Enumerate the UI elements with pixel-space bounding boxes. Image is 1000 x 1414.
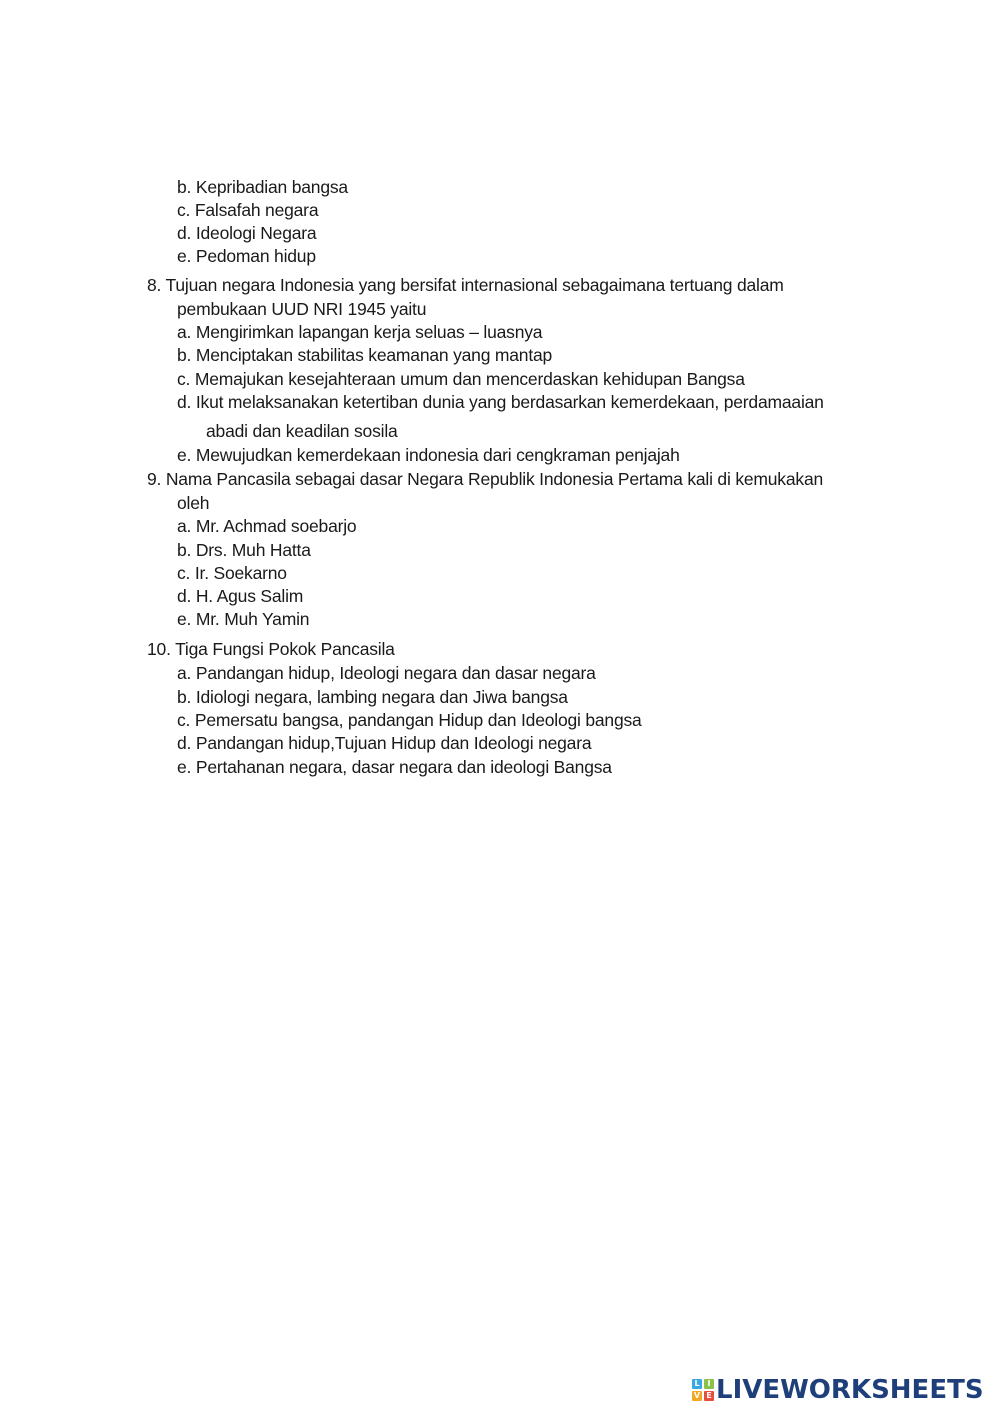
q8-option-c: c. Memajukan kesejahteraan umum dan mencerdaskan kehidupan Bangsa [177,369,745,389]
q9-option-d: d. H. Agus Salim [177,586,304,606]
q8-option-b: b. Menciptakan stabilitas keamanan yang mantap [177,345,553,365]
q9-option-e: e. Mr. Muh Yamin [177,609,310,629]
logo-square-e: E [704,1391,714,1401]
logo-squares-icon [692,1379,714,1401]
q8-option-d-continued: abadi dan keadilan sosila [206,421,398,441]
q9-question-continued: oleh [177,493,210,513]
q8-option-a: a. Mengirimkan lapangan kerja seluas – luasnya [177,322,543,342]
q7-option-c: c. Falsafah negara [177,200,319,220]
q8-option-d: d. Ikut melaksanakan ketertiban dunia yang berdasarkan kemerdekaan, perdamaaian [177,392,824,412]
q9-question: 9. Nama Pancasila sebagai dasar Negara Republik Indonesia Pertama kali di kemukakan [147,469,824,489]
logo-square-v: V [693,1391,701,1400]
q8-question: 8. Tujuan negara Indonesia yang bersifat internasional sebagaimana tertuang dalam [147,275,784,295]
q9-option-a: a. Mr. Achmad soebarjo [177,516,357,536]
logo-square-l: L [692,1379,702,1389]
q10-option-e: e. Pertahanan negara, dasar negara dan ideologi Bangsa [177,757,612,777]
q8-question-continued: pembukaan UUD NRI 1945 yaitu [177,299,427,319]
q10-option-c: c. Pemersatu bangsa, pandangan Hidup dan Ideologi bangsa [177,710,642,730]
q10-option-a: a. Pandangan hidup, Ideologi negara dan dasar negara [177,663,596,683]
liveworksheets-logo [692,1376,984,1404]
q7-option-d: d. Ideologi Negara [177,223,317,243]
q10-question: 10. Tiga Fungsi Pokok Pancasila [147,639,395,659]
q8-option-e: e. Mewujudkan kemerdekaan indonesia dari cengkraman penjajah [177,445,680,465]
logo-wordmark: LIVEWORKSHEETS [716,1375,984,1405]
q7-option-e: e. Pedoman hidup [177,246,316,266]
q7-option-b: b. Kepribadian bangsa [177,177,348,197]
logo-square-i: I [704,1379,714,1389]
q9-option-c: c. Ir. Soekarno [177,563,287,583]
q10-option-b: b. Idiologi negara, lambing negara dan Jiwa bangsa [177,687,568,707]
q9-option-b: b. Drs. Muh Hatta [177,540,311,560]
q10-option-d: d. Pandangan hidup,Tujuan Hidup dan Ideologi negara [177,733,592,753]
